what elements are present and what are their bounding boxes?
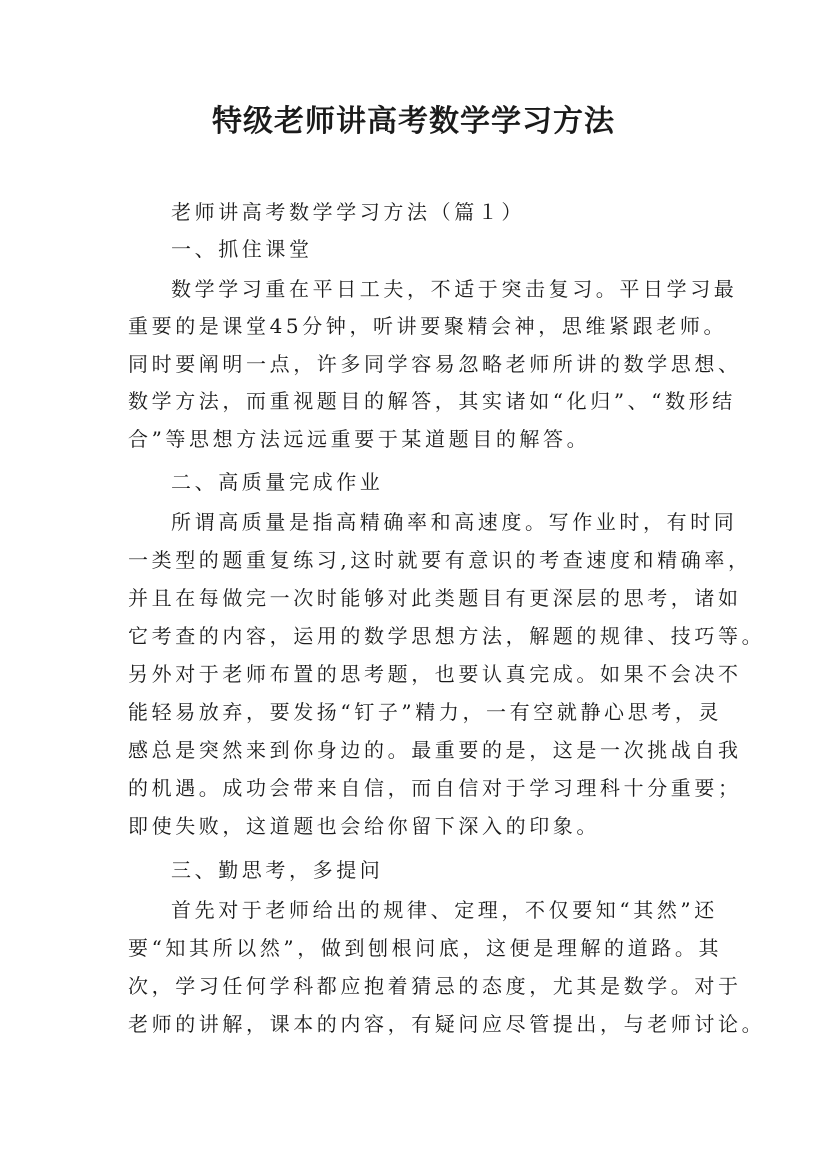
paragraph-line: 即使失败，这道题也会给你留下深入的印象。 bbox=[128, 814, 600, 838]
paragraph-line: 次，学习任何学科都应抱着猜忌的态度，尤其是数学。对于 bbox=[128, 974, 742, 998]
paragraph-line: 的机遇。成功会带来自信，而自信对于学习理科十分重要； bbox=[128, 776, 742, 800]
paragraph-line: 它考查的内容，运用的数学思想方法，解题的规律、技巧等。 bbox=[128, 624, 766, 648]
paragraph-line: 要“知其所以然”，做到刨根问底，这便是理解的道路。其 bbox=[128, 936, 723, 960]
paragraph-line: 老师的讲解，课本的内容，有疑问应尽管提出，与老师讨论。 bbox=[128, 1012, 766, 1036]
section-heading: 三、勤思考，多提问 bbox=[171, 858, 384, 882]
paragraph-line: 数学方法，而重视题目的解答，其实诸如“化归”、“数形结 bbox=[128, 389, 736, 413]
section-heading: 二、高质量完成作业 bbox=[171, 470, 384, 494]
paragraph-line: 同时要阐明一点，许多同学容易忽略老师所讲的数学思想、 bbox=[128, 352, 742, 376]
document-title: 特级老师讲高考数学学习方法 bbox=[212, 104, 615, 139]
paragraph-line: 一类型的题重复练习,这时就要有意识的考查速度和精确率， bbox=[128, 548, 752, 572]
subtitle-line: 老师讲高考数学学习方法（篇１） bbox=[171, 200, 525, 224]
paragraph-line: 能轻易放弃，要发扬“钉子”精力，一有空就静心思考，灵 bbox=[128, 700, 723, 724]
paragraph-line: 并且在每做完一次时能够对此类题目有更深层的思考，诸如 bbox=[128, 586, 742, 610]
paragraph-line: 感总是突然来到你身边的。最重要的是，这是一次挑战自我 bbox=[128, 738, 742, 762]
section-heading: 一、抓住课堂 bbox=[171, 237, 313, 261]
paragraph-line: 另外对于老师布置的思考题，也要认真完成。如果不会决不 bbox=[128, 662, 742, 686]
paragraph-line: 所谓高质量是指高精确率和高速度。写作业时，有时同 bbox=[171, 510, 738, 534]
paragraph-line: 数学学习重在平日工夫，不适于突击复习。平日学习最 bbox=[171, 277, 738, 301]
paragraph-line: 重要的是课堂45分钟，听讲要聚精会神，思维紧跟老师。 bbox=[128, 314, 728, 338]
paragraph-line: 合”等思想方法远远重要于某道题目的解答。 bbox=[128, 427, 591, 451]
paragraph-line: 首先对于老师给出的规律、定理，不仅要知“其然”还 bbox=[171, 898, 718, 922]
